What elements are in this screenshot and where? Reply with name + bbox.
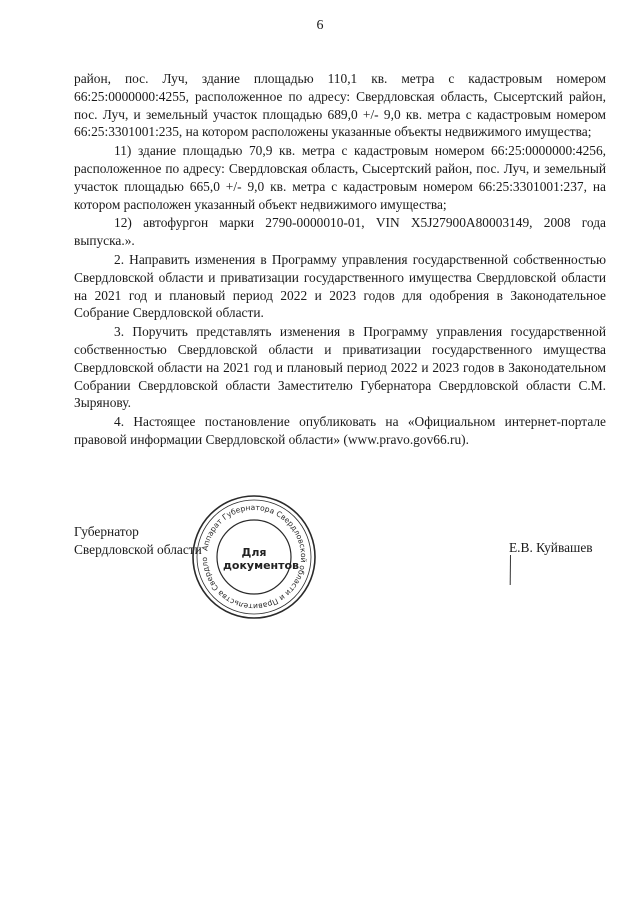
paragraph: 11) здание площадью 70,9 кв. метра с кадастровым номером 66:25:0000000:4256, расположенное по адресу: Свердловская область, Сысертский район, пос. Луч, и земельный участок площадью 665,0 +/- 9,0 кв. метра с кадастровым номером 66:25:3301001:237, на котором расположен указанный объект недвижимого имущества; [74, 143, 606, 212]
signatory-title [74, 523, 202, 559]
paragraph: 4. Настоящее постановление опубликовать на «Официальном интернет-портале правовой информации Свердловской области» (www.pravo.gov66.ru). [74, 414, 606, 447]
seal-center-text [223, 546, 300, 572]
signatory-name: Е.В. Куйвашев [509, 540, 593, 555]
official-seal [190, 493, 318, 621]
paragraph: район, пос. Луч, здание площадью 110,1 кв. метра с кадастровым номером 66:25:0000000:4255, расположенное по адресу: Свердловская область, Сысертский район, пос. Луч, и земельный участок площадью 689,0 +/- 9,0 кв. метра с кадастровым номером 66:25:3301001:235, на котором расположены указанные объекты недвижимого имущества; [74, 71, 606, 140]
paragraph: 12) автофургон марки 2790-0000010-01, VIN X5J27900A80003149, 2008 года выпуска.». [74, 215, 606, 249]
seal-line2: документов [223, 559, 300, 572]
signatory-title-line1: Губернатор [74, 524, 139, 539]
page-number: 6 [316, 18, 324, 33]
document-body [74, 70, 606, 450]
paragraph: 2. Направить изменения в Программу управления государственной собственностью Свердловской области и приватизации государственного имущества Свердловской области на 2021 год и плановый период 2022 и 2023 годов для одобрения в Законодательное Собрание Свердловской области. [74, 251, 606, 321]
signature-mark [509, 555, 512, 585]
seal-line1: Для [241, 546, 267, 559]
seal-ring-text: Аппарат Губернатора Свердловской области и Правительства Свердло [199, 502, 309, 612]
paragraph: 3. Поручить представлять изменения в Программу управления государственной собственностью Свердловской области и приватизации государственного имущества Свердловской области на 2021 год и плановый период 2022 и 2023 годов в Законодательном Собрании Свердловской области Заместителю Губернатора Свердловской области С.М. Зырянову. [74, 324, 606, 411]
signatory-title-line2: Свердловской области [74, 541, 202, 557]
